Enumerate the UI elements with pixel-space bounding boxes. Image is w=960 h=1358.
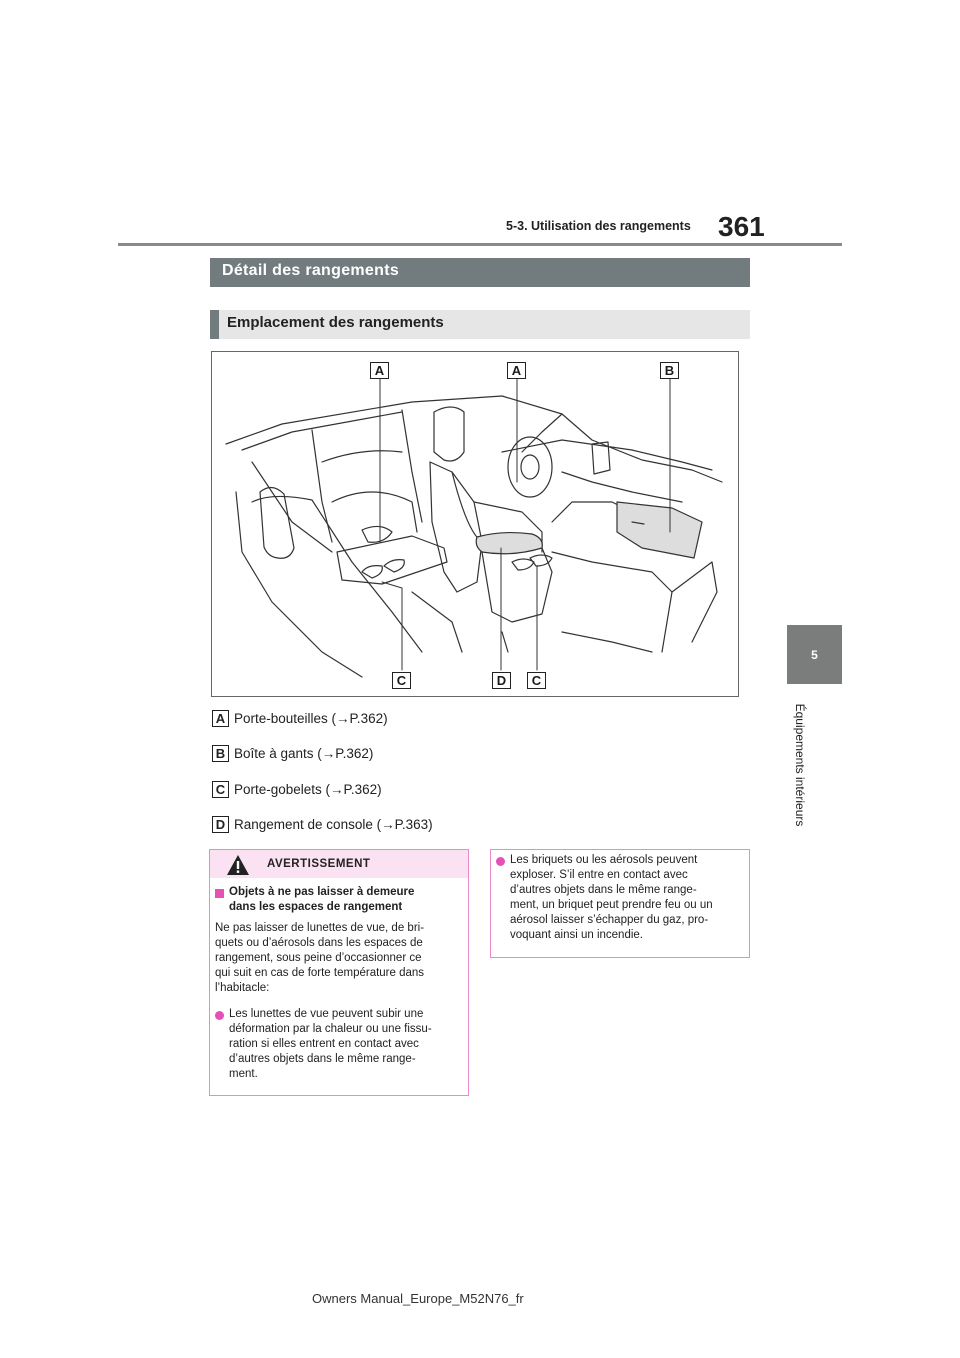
- chapter-tab: [787, 625, 842, 684]
- callout-d: D: [492, 672, 511, 689]
- callout-c-rear: C: [392, 672, 411, 689]
- round-bullet-icon: [496, 857, 505, 866]
- warning-bullet-line: déformation par la chaleur ou une fissu-: [229, 1023, 432, 1035]
- warning-intro-line: rangement, sous peine d’occasionner ce: [215, 952, 422, 964]
- warning-bullet-line: ration si elles entrent en contact avec: [229, 1038, 419, 1050]
- warning-intro-line: l’habitacle:: [215, 982, 270, 994]
- warning-intro-line: qui suit en cas de forte température dans: [215, 967, 425, 979]
- callout-a-rear: A: [370, 362, 389, 379]
- legend-text: Boîte à gants (→P.362): [234, 746, 374, 761]
- car-interior-drawing: [212, 352, 738, 696]
- warning-bullet-line: exploser. S’il entre en contact avec: [510, 869, 688, 881]
- storage-locations-illustration: [211, 351, 739, 697]
- section-heading-bar: [210, 258, 750, 287]
- callout-a-front: A: [507, 362, 526, 379]
- warning-item-title-line: dans les espaces de rangement: [229, 901, 403, 913]
- legend-text: Porte-gobelets (→P.362): [234, 782, 382, 797]
- footer-document-id: Owners Manual_Europe_M52N76_fr: [312, 1291, 524, 1306]
- round-bullet-icon: [215, 1011, 224, 1020]
- legend-letter: D: [212, 816, 229, 833]
- warning-intro-line: Ne pas laisser de lunettes de vue, de bri-: [215, 922, 425, 934]
- warning-bullet-line: ment.: [229, 1068, 258, 1080]
- callout-b: B: [660, 362, 679, 379]
- warning-bullet-line: voquant ainsi un incendie.: [510, 929, 643, 941]
- warning-box: [209, 849, 469, 1096]
- legend-letter: B: [212, 745, 229, 762]
- chapter-number: 5: [811, 647, 818, 662]
- legend-letter: C: [212, 781, 229, 798]
- header-rule: [118, 243, 842, 246]
- warning-item-title-line: Objets à ne pas laisser à demeure: [229, 886, 415, 898]
- warning-bullet-line: Les briquets ou les aérosols peuvent: [510, 854, 698, 866]
- warning-bullet-line: aérosol laisser s’échapper du gaz, pro-: [510, 914, 709, 926]
- warning-triangle-icon: [226, 854, 250, 876]
- warning-bullet-line: ment, un briquet peut prendre feu ou un: [510, 899, 713, 911]
- subsection-heading-bar: [210, 310, 750, 339]
- page-number: 361: [718, 211, 765, 242]
- callout-c-front: C: [527, 672, 546, 689]
- section-title: 5-3. Utilisation des rangements: [506, 219, 691, 233]
- warning-bullet-line: Les lunettes de vue peuvent subir une: [229, 1008, 424, 1020]
- subsection-heading: Emplacement des rangements: [227, 314, 444, 331]
- warning-intro-line: quets ou d’aérosols dans les espaces de: [215, 937, 423, 949]
- legend-letter: A: [212, 710, 229, 727]
- legend-text: Porte-bouteilles (→P.362): [234, 711, 388, 726]
- warning-bullet-line: d’autres objets dans le même range-: [510, 884, 697, 896]
- legend-text: Rangement de console (→P.363): [234, 817, 433, 832]
- warning-heading: AVERTISSEMENT: [267, 858, 371, 870]
- chapter-title: [786, 690, 814, 840]
- square-bullet-icon: [215, 889, 224, 898]
- warning-box-continued: [490, 849, 750, 958]
- chapter-title-text: Équipements intérieurs: [793, 703, 807, 827]
- warning-bullet-line: d’autres objets dans le même range-: [229, 1053, 416, 1065]
- warning-header: [210, 850, 468, 878]
- section-heading: Détail des rangements: [222, 262, 400, 279]
